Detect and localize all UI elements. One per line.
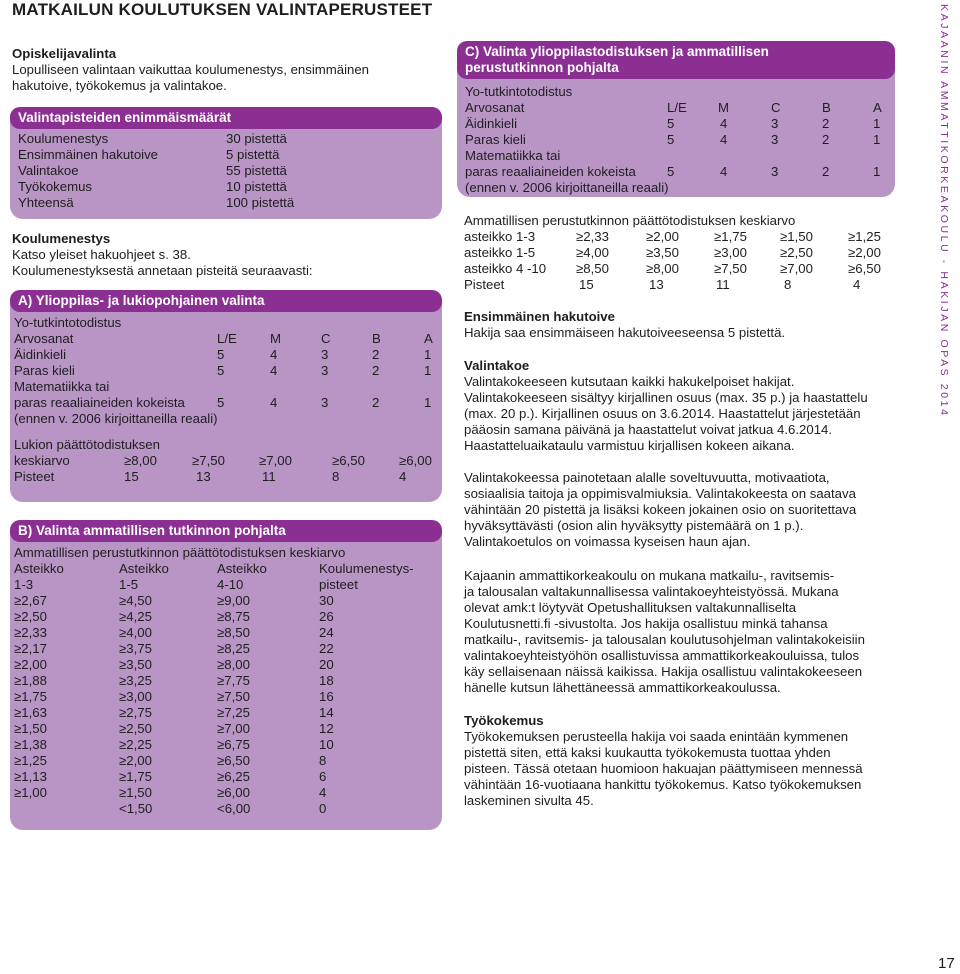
table-cell: Lukion päättötodistuksen (14, 437, 160, 452)
table-cell: C (771, 100, 781, 115)
table-cell: 1 (424, 347, 432, 362)
table-cell: 4-10 (217, 577, 244, 592)
table-cell: ≥7,00 (780, 261, 813, 276)
table-cell: 3 (771, 164, 779, 179)
table-row (14, 753, 438, 769)
table-cell: Yhteensä (18, 195, 74, 210)
table-cell: ≥2,50 (119, 721, 152, 736)
table-cell: ≥3,00 (714, 245, 747, 260)
table-cell: 20 (319, 657, 334, 672)
table-row (465, 132, 889, 148)
table-cell: 100 pistettä (226, 195, 295, 210)
text-line: Koulutusnetti.fi -sivustolta. Jos hakija osallistuu minkä tahansa (464, 616, 828, 631)
text-line: olevat amk:t löytyvät Opetushallituksen valtakunnalliselta (464, 600, 797, 615)
table-cell: ≥2,67 (14, 593, 47, 608)
table-cell: ≥1,75 (119, 769, 152, 784)
table-cell: Äidinkieli (14, 347, 67, 362)
table-row (465, 116, 889, 132)
table-cell: 4 (853, 277, 861, 292)
table-cell: 2 (372, 363, 380, 378)
valintakoe-heading: Valintakoe (464, 358, 530, 373)
table-cell: 24 (319, 625, 334, 640)
page-number: 17 (938, 955, 955, 972)
table-row (464, 229, 894, 245)
table-row (14, 785, 438, 801)
table-cell: 8 (332, 469, 340, 484)
table-row (14, 453, 438, 469)
text-line: Lopulliseen valintaan vaikuttaa koulumenestys, ensimmäinen (12, 62, 370, 77)
heading-line: C) Valinta ylioppilastodistuksen ja ammatillisen (465, 44, 769, 59)
table-cell: 3 (321, 363, 329, 378)
table-row (465, 180, 889, 196)
text-line: hakutoive, työkokemus ja valintakoe. (12, 78, 227, 93)
table-cell: A (424, 331, 433, 346)
text-line: Valintakoetulos on voimassa kyseisen haun ajan. (464, 534, 751, 549)
text-line: Koulumenestyksestä annetaan pisteitä seuraavasti: (12, 263, 313, 278)
table-cell: 5 (217, 363, 225, 378)
table-cell: 4 (720, 164, 728, 179)
table-row (14, 411, 438, 427)
table-cell: 16 (319, 689, 334, 704)
table-cell: ≥4,00 (576, 245, 609, 260)
table-cell: ≥3,75 (119, 641, 152, 656)
table-cell: ≥8,50 (576, 261, 609, 276)
table-cell: Koulumenestys (18, 131, 109, 146)
text-line: vähintään 20 pistettä ja lisäksi kokeen jokainen osio on suoritettava (464, 502, 857, 517)
table-cell: 2 (822, 164, 830, 179)
table-cell: L/E (217, 331, 237, 346)
max-points-box (10, 107, 442, 219)
table-row (14, 469, 438, 485)
tyokokemus-text (464, 729, 863, 809)
table-cell: ≥1,38 (14, 737, 47, 752)
table-cell: 6 (319, 769, 327, 784)
table-cell: ≥1,00 (14, 785, 47, 800)
text-line: pisteen. Tässä otetaan huomioon hakuajan päättymiseen mennessä (464, 761, 863, 776)
table-row (14, 641, 438, 657)
table-cell: 1 (424, 395, 432, 410)
table-cell: (ennen v. 2006 kirjoittaneilla reaali) (14, 411, 218, 426)
box-c-table (465, 84, 889, 196)
table-cell: Pisteet (464, 277, 505, 292)
table-cell: 11 (262, 469, 276, 484)
box-a-table (14, 315, 438, 485)
table-cell: ≥6,25 (217, 769, 250, 784)
table-cell: ≥3,25 (119, 673, 152, 688)
table-cell: ≥1,25 (848, 229, 881, 244)
table-cell: 1 (873, 116, 881, 131)
table-cell: M (718, 100, 729, 115)
table-row (14, 363, 438, 379)
table-cell: ≥1,63 (14, 705, 47, 720)
table-row (465, 164, 889, 180)
table-cell: 30 pistettä (226, 131, 287, 146)
table-cell: asteikko 1-5 (464, 245, 536, 260)
table-row (14, 609, 438, 625)
table-row (14, 625, 438, 641)
table-cell: 15 (579, 277, 594, 292)
table-cell: asteikko 4 -10 (464, 261, 547, 276)
table-cell: 4 (720, 116, 728, 131)
box-b (10, 520, 442, 830)
table-cell: 1 (424, 363, 432, 378)
table-cell: ≥4,50 (119, 593, 152, 608)
table-row (18, 195, 438, 211)
table-cell: Asteikko (119, 561, 169, 576)
table-cell: Ensimmäinen hakutoive (18, 147, 159, 162)
side-text: KAJAANIN AMMATTIKORKEAKOULU - HAKIJAN OPAS 2014 (938, 4, 950, 418)
table-cell: 3 (321, 395, 329, 410)
table-cell: ≥2,00 (119, 753, 152, 768)
table-cell: Ammatillisen perustutkinnon päättötodistuksen keskiarvo (464, 213, 796, 228)
text-line: Työkokemuksen perusteella hakija voi saada enintään kymmenen (464, 729, 849, 744)
valintakoe-para2 (464, 470, 856, 550)
table-row (465, 100, 889, 116)
table-cell: ≥9,00 (217, 593, 250, 608)
table-row (14, 705, 438, 721)
table-cell: ≥6,00 (399, 453, 432, 468)
table-cell: ≥8,00 (217, 657, 250, 672)
table-cell: ≥2,00 (646, 229, 679, 244)
table-cell: ≥2,00 (848, 245, 881, 260)
table-cell: <6,00 (217, 801, 251, 816)
table-header-row (14, 577, 438, 593)
table-cell: Pisteet (14, 469, 55, 484)
table-row (18, 147, 438, 163)
table-row (14, 769, 438, 785)
table-cell: 3 (771, 132, 779, 147)
table-cell: 5 (217, 347, 225, 362)
table-cell: 26 (319, 609, 334, 624)
table-cell: ≥2,33 (576, 229, 609, 244)
table-row (464, 245, 894, 261)
table-cell: 5 (667, 164, 675, 179)
table-row (14, 673, 438, 689)
table-cell: 2 (822, 116, 830, 131)
max-points-table (18, 131, 438, 211)
table-row (18, 163, 438, 179)
table-cell: Yo-tutkintotodistus (14, 315, 122, 330)
table-cell: 18 (319, 673, 334, 688)
table-row (14, 347, 438, 363)
table-cell: 5 (667, 116, 675, 131)
table-cell: 1 (873, 164, 881, 179)
text-line: pääosin samana päivänä ja haastattelut voivat jatkua 4.6.2014. (464, 422, 833, 437)
amm-label (464, 213, 894, 229)
table-cell: ≥7,25 (217, 705, 250, 720)
table-cell: ≥8,00 (124, 453, 157, 468)
table-cell: 0 (319, 801, 327, 816)
table-cell: ≥2,50 (780, 245, 813, 260)
table-cell: <1,50 (119, 801, 153, 816)
table-cell: 5 pistettä (226, 147, 280, 162)
table-cell: 2 (822, 132, 830, 147)
table-cell: ≥1,75 (714, 229, 747, 244)
box-a-heading: A) Ylioppilas- ja lukiopohjainen valinta (10, 290, 442, 312)
amm-table (464, 213, 894, 293)
table-cell: C (321, 331, 331, 346)
table-cell: ≥6,00 (217, 785, 250, 800)
table-cell: 4 (270, 347, 278, 362)
table-cell: 4 (720, 132, 728, 147)
table-cell: Äidinkieli (465, 116, 518, 131)
table-cell: 13 (196, 469, 211, 484)
table-cell: ≥2,25 (119, 737, 152, 752)
table-cell: 10 (319, 737, 334, 752)
table-cell: paras reaaliaineiden kokeista (14, 395, 185, 410)
table-row (464, 261, 894, 277)
table-cell: Yo-tutkintotodistus (465, 84, 573, 99)
table-cell: A (873, 100, 882, 115)
box-b-table (14, 545, 438, 817)
table-row (14, 395, 438, 411)
heading-line: perustutkinnon pohjalta (465, 60, 619, 75)
table-row (14, 331, 438, 347)
table-row (14, 737, 438, 753)
table-cell: 5 (217, 395, 225, 410)
table-cell: ≥8,00 (646, 261, 679, 276)
table-cell: 11 (716, 277, 730, 292)
side-publication-text (938, 4, 960, 418)
tyokokemus-heading: Työkokemus (464, 713, 544, 728)
valintakoe-para3 (464, 568, 865, 696)
table-cell: Työkokemus (18, 179, 93, 194)
table-cell: Valintakoe (18, 163, 79, 178)
valintakoe-para1 (464, 374, 868, 454)
table-cell: 4 (270, 363, 278, 378)
box-c (457, 41, 895, 197)
table-cell: ≥1,88 (14, 673, 47, 688)
table-cell: keskiarvo (14, 453, 70, 468)
table-cell: ≥2,33 (14, 625, 47, 640)
table-cell: pisteet (319, 577, 358, 592)
text-line: (max. 20 p.). Kirjallinen osuus on 3.6.2014. Haastattelut järjestetään (464, 406, 861, 421)
table-cell: Arvosanat (14, 331, 74, 346)
table-cell: ≥1,50 (14, 721, 47, 736)
text-line: valintakoeyhteistyöhön osallistuvissa ammattikorkeakouluissa, tulos (464, 648, 860, 663)
table-cell: Matematiikka tai (465, 148, 561, 163)
table-cell: ≥7,50 (714, 261, 747, 276)
opiskelijavalinta-heading: Opiskelijavalinta (12, 46, 117, 61)
table-cell: ≥7,50 (217, 689, 250, 704)
table-cell: 5 (667, 132, 675, 147)
table-cell: ≥8,75 (217, 609, 250, 624)
opiskelijavalinta-text (12, 62, 369, 94)
table-cell: asteikko 1-3 (464, 229, 536, 244)
text-line: matkailu-, ravitsemis- ja talousalan koulutusohjelman valintakokeisiin (464, 632, 865, 647)
table-cell: paras reaaliaineiden kokeista (465, 164, 636, 179)
koulumenestys-heading: Koulumenestys (12, 231, 111, 246)
table-cell: ≥1,13 (14, 769, 47, 784)
table-cell: ≥1,50 (119, 785, 152, 800)
text-line: Kajaanin ammattikorkeakoulu on mukana matkailu-, ravitsemis- (464, 568, 835, 583)
table-cell: ≥1,50 (780, 229, 813, 244)
table-cell: 2 (372, 347, 380, 362)
table-cell: ≥7,75 (217, 673, 250, 688)
table-row (14, 689, 438, 705)
max-points-heading: Valintapisteiden enimmäismäärät (10, 107, 442, 129)
table-cell: Koulumenestys- (319, 561, 414, 576)
table-cell: Matematiikka tai (14, 379, 110, 394)
table-cell: ≥7,00 (217, 721, 250, 736)
table-cell: 2 (372, 395, 380, 410)
table-cell: ≥6,50 (848, 261, 881, 276)
table-row (14, 657, 438, 673)
table-cell: ≥2,00 (14, 657, 47, 672)
table-row (18, 179, 438, 195)
table-cell: (ennen v. 2006 kirjoittaneilla reaali) (465, 180, 669, 195)
table-cell: 4 (319, 785, 327, 800)
box-c-sub (465, 84, 889, 100)
table-cell: 13 (649, 277, 664, 292)
table-cell: Asteikko (217, 561, 267, 576)
table-cell: ≥8,50 (217, 625, 250, 640)
text-line: hyväksyttävästi (osion alin hyväksytty pistemäärä on 1 p.). (464, 518, 804, 533)
table-cell: 22 (319, 641, 334, 656)
table-cell: M (270, 331, 281, 346)
table-cell: Ammatillisen perustutkinnon päättötodistuksen keskiarvo (14, 545, 346, 560)
text-line: Katso yleiset hakuohjeet s. 38. (12, 247, 191, 262)
text-line: Valintakokeeseen kutsutaan kaikki hakukelpoiset hakijat. (464, 374, 795, 389)
table-cell: ≥1,75 (14, 689, 47, 704)
page-title: MATKAILUN KOULUTUKSEN VALINTAPERUSTEET (12, 0, 433, 19)
table-cell: ≥4,25 (119, 609, 152, 624)
table-row (14, 379, 438, 395)
table-cell: Arvosanat (465, 100, 525, 115)
table-cell: 3 (321, 347, 329, 362)
table-cell: Paras kieli (14, 363, 75, 378)
table-cell: ≥7,50 (192, 453, 225, 468)
table-cell: ≥6,50 (332, 453, 365, 468)
table-cell: 1 (873, 132, 881, 147)
table-cell: 14 (319, 705, 334, 720)
koulumenestys-text (12, 247, 313, 279)
table-cell: ≥3,00 (119, 689, 152, 704)
box-b-sub (14, 545, 438, 561)
text-line: laskeminen sivulta 45. (464, 793, 594, 808)
table-cell: ≥6,50 (217, 753, 250, 768)
table-cell: 10 pistettä (226, 179, 287, 194)
text-line: sosiaalisia taitoja ja oppimisvalmiuksia. Valintakokeesta on saatava (464, 486, 856, 501)
table-cell: ≥2,75 (119, 705, 152, 720)
text-line: hänelle kutsun lähettäneessä ammattikorkeakoulussa. (464, 680, 781, 695)
table-cell: ≥8,25 (217, 641, 250, 656)
table-cell: 4 (270, 395, 278, 410)
table-cell: 12 (319, 721, 334, 736)
text-line: käy sellaisenaan näissä kaikissa. Hakija osallistuu valintakokeeseen (464, 664, 863, 679)
table-cell: B (822, 100, 831, 115)
table-cell: B (372, 331, 381, 346)
table-cell: ≥3,50 (119, 657, 152, 672)
table-row (465, 148, 889, 164)
table-cell: 30 (319, 593, 334, 608)
table-cell: 1-5 (119, 577, 139, 592)
table-cell: 4 (399, 469, 407, 484)
text-line: Valintakokeeseen sisältyy kirjallinen osuus (max. 35 p.) ja haastattelu (464, 390, 868, 405)
table-cell: Paras kieli (465, 132, 526, 147)
box-c-heading (457, 41, 895, 79)
text-line: Haastatteluaikataulu varmistuu kirjallisen kokeen aikana. (464, 438, 795, 453)
table-cell: ≥1,25 (14, 753, 47, 768)
text-line: pistettä siten, että kaksi kuukautta työkokemusta tuottaa yhden (464, 745, 831, 760)
table-cell: ≥7,00 (259, 453, 292, 468)
table-cell: 55 pistettä (226, 163, 287, 178)
ensimmainen-heading: Ensimmäinen hakutoive (464, 309, 615, 324)
text-line: Valintakokeessa painotetaan alalle soveltuvuutta, motivaatiota, (464, 470, 830, 485)
table-cell: ≥2,17 (14, 641, 47, 656)
lukio-label (14, 437, 438, 453)
table-row (18, 131, 438, 147)
table-cell: 1-3 (14, 577, 34, 592)
table-row (464, 277, 894, 293)
table-row (14, 801, 438, 817)
box-b-heading: B) Valinta ammatillisen tutkinnon pohjalta (10, 520, 442, 542)
table-cell: L/E (667, 100, 687, 115)
table-cell: 8 (319, 753, 327, 768)
ensimmainen-text: Hakija saa ensimmäiseen hakutoiveeseensa 5 pistettä. (464, 325, 786, 340)
box-a-sub (14, 315, 438, 331)
table-row (14, 721, 438, 737)
table-cell: 15 (124, 469, 139, 484)
table-cell: ≥6,75 (217, 737, 250, 752)
table-cell: ≥3,50 (646, 245, 679, 260)
table-row (14, 593, 438, 609)
table-cell: Asteikko (14, 561, 64, 576)
table-header-row (14, 561, 438, 577)
text-line: vähintään 16-vuotiaana hankittu työkokemus. Katso työkokemuksen (464, 777, 862, 792)
table-cell: 8 (784, 277, 792, 292)
box-a (10, 290, 442, 502)
table-cell: ≥4,00 (119, 625, 152, 640)
table-cell: ≥2,50 (14, 609, 47, 624)
text-line: ja talousalan valtakunnallisessa valintakoeyhteistyössä. Mukana (464, 584, 839, 599)
table-cell: 3 (771, 116, 779, 131)
